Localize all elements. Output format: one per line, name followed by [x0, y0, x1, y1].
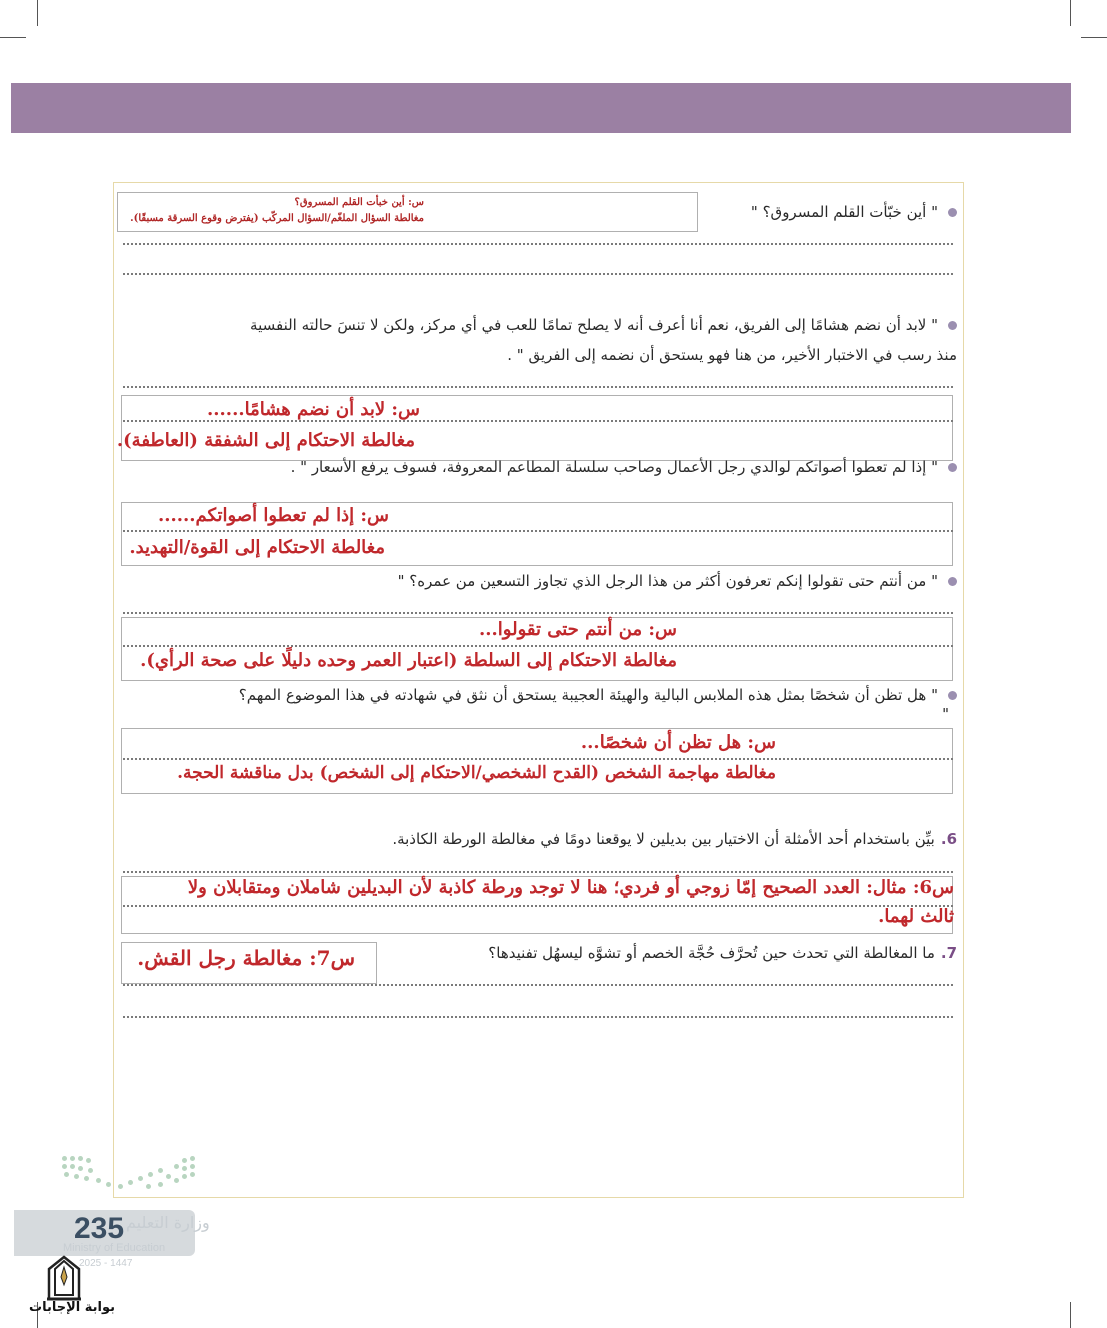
question-6-text: بيِّن باستخدام أحد الأمثلة أن الاختيار بين بديلين لا يوقعنا دومًا في مغالطة الورطة الكاذبة.: [392, 830, 935, 848]
question-4: [398, 566, 957, 596]
answer-1-line-1: س: أين خبأت القلم المسروق؟: [294, 197, 424, 208]
answer-line: [123, 530, 953, 532]
question-7-number: 7.: [940, 944, 957, 962]
answer-line: [123, 612, 953, 614]
bullet-icon: [948, 208, 957, 217]
answer-4-line-1: س: من أنتم حتى تقولوا...: [478, 619, 677, 640]
question-3: [291, 452, 957, 482]
bullet-icon: [948, 463, 957, 472]
question-3-text: " إذا لم تعطوا أصواتكم لوالدي رجل الأعمال وصاحب سلسلة المطاعم المعروفة، فسوف يرفع الأسعار " .: [290, 458, 938, 476]
bullet-icon: [948, 691, 957, 700]
watermark-lantern-icon: [43, 1255, 85, 1301]
answer-line: [123, 1016, 953, 1018]
answer-2-line-1: س: لابد أن نضم هشامًا......: [207, 399, 420, 420]
answer-box-5: [121, 728, 953, 794]
answer-line: [123, 420, 953, 422]
question-6-number: 6.: [940, 830, 957, 848]
crop-mark: [0, 37, 26, 38]
question-7: [488, 938, 957, 968]
bullet-icon: [948, 577, 957, 586]
question-5-text: " هل تظن أن شخصًا بمثل هذه الملابس البالية والهيئة العجيبة يستحق أن نثق في شهادته في هذا الموضوع المهم؟: [238, 686, 938, 704]
answer-7: س7: مغالطة رجل القش.: [137, 946, 355, 970]
answer-5-line-2: مغالطة مهاجمة الشخص (القدح الشخصي/الاحتكام إلى الشخص) بدل مناقشة الحجة.: [177, 763, 776, 783]
crop-mark: [1070, 1302, 1071, 1328]
answer-line: [123, 871, 953, 873]
question-5: [239, 680, 957, 710]
header-banner: [11, 83, 1071, 133]
answer-line: [123, 758, 953, 760]
question-2-line-1: [250, 310, 957, 340]
answer-3-line-1: س: إذا لم تعطوا أصواتكم......: [157, 505, 389, 526]
ministry-name-en: Ministry of Education: [63, 1242, 166, 1254]
answer-5-line-1: س: هل تظن أن شخصًا...: [580, 732, 776, 753]
watermark-text: بوابة الإجابات: [29, 1300, 115, 1315]
ministry-logo-dots: [62, 1154, 197, 1198]
question-4-text: " من أنتم حتى تقولوا إنكم تعرفون أكثر من هذا الرجل الذي تجاوز التسعين من عمره؟ ": [397, 572, 938, 590]
crop-mark: [1081, 37, 1107, 38]
answer-6-line-1: س6: مثال: العدد الصحيح إمّا زوجي أو فردي؛ هنا لا توجد ورطة كاذبة لأن البديلين شاملان ومتقابلان ولا: [187, 877, 954, 898]
answer-line: [123, 243, 953, 245]
answer-6-line-2: ثالث لهما.: [878, 906, 954, 927]
question-7-text: ما المغالطة التي تحدث حين تُحرَّف حُجَّة الخصم أو تشوَّه ليسهُل تفنيدها؟: [488, 944, 935, 962]
year-label: 2025 - 1447: [79, 1258, 133, 1269]
ministry-name-ar: وزارة التعليم: [126, 1213, 210, 1232]
answer-line: [123, 905, 953, 907]
answer-4-line-2: مغالطة الاحتكام إلى السلطة (اعتبار العمر وحده دليلًا على صحة الرأي).: [140, 650, 677, 671]
question-2-text-1: " لابد أن نضم هشامًا إلى الفريق، نعم أنا أعرف أنه لا يصلح تمامًا للعب في أي مركز، ولكن لا تنسَ حالته النفسية: [250, 316, 938, 334]
question-2-line-2: منذ رسب في الاختبار الأخير، من هنا فهو يستحق أن نضمه إلى الفريق " .: [507, 346, 957, 364]
answer-line: [123, 273, 953, 275]
question-1: [751, 197, 957, 227]
crop-mark: [37, 0, 38, 26]
answer-line: [123, 984, 953, 986]
bullet-icon: [948, 321, 957, 330]
crop-mark: [1070, 0, 1071, 26]
answer-3-line-2: مغالطة الاحتكام إلى القوة/التهديد.: [129, 537, 385, 558]
answer-line: [123, 386, 953, 388]
answer-1-line-2: مغالطة السؤال الملغّم/السؤال المركّب (يفترض وقوع السرقة مسبقًا).: [130, 213, 424, 224]
answer-line: [123, 645, 953, 647]
answer-2-line-2: مغالطة الاحتكام إلى الشفقة (العاطفة).: [116, 430, 415, 451]
question-6: [392, 824, 957, 854]
question-1-text: " أين خبّأت القلم المسروق؟ ": [750, 203, 938, 221]
question-5-tail: ": [942, 705, 949, 723]
page-number: 235: [74, 1212, 125, 1245]
